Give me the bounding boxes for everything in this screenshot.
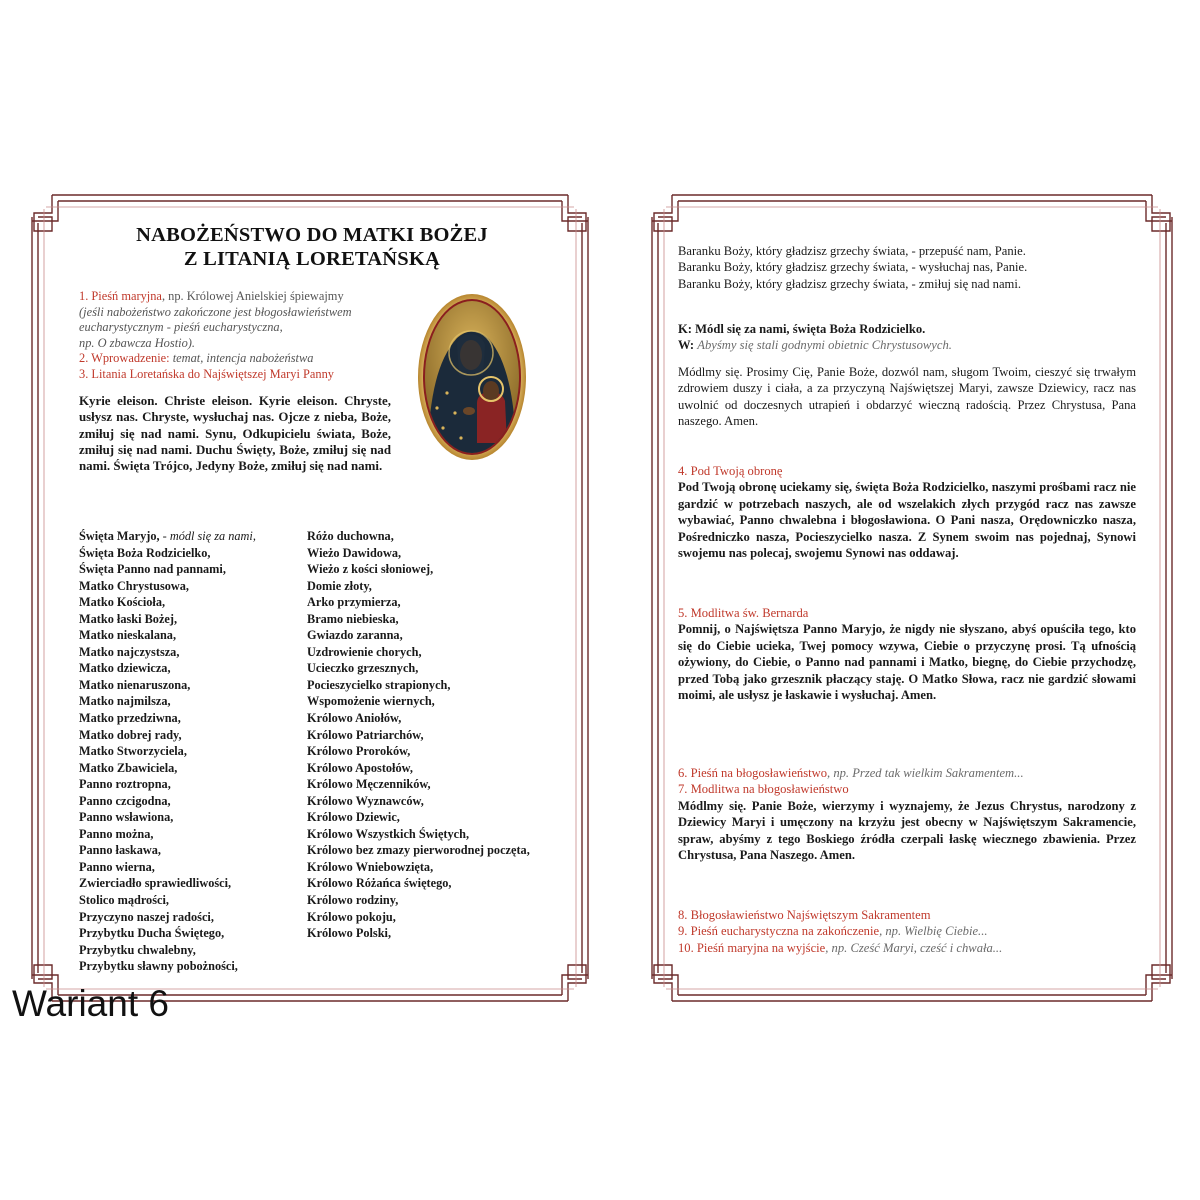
litany-item: Matko Zbawiciela, [79,760,178,775]
decorative-frame-right [624,165,1200,1035]
item1-label: 1. Pieśń maryjna [79,289,162,303]
litany-item: Panno można, [79,826,154,841]
litany-item: Matko przedziwna, [79,711,181,726]
litany-item: Królowo Proroków, [307,744,411,759]
section-7-text: Módlmy się. Panie Boże, wierzymy i wyznajemy, że Jezus Chrystus, narodzony z Dziewicy Maryi i umęczony na krzyżu jest obecny w Najświętszym Sakramencie, spraw, abyśmy z tego Boskiego źródła czerpali łaskę wiecznego zbawienia. Przez Chrystusa, Pana Naszego. Amen. [678,798,1136,863]
title-line-1: NABOŻEŃSTWO DO MATKI BOŻEJ [136,224,488,246]
litany-item: Matko nienaruszona, [79,677,191,692]
litany-item: Panno wierna, [79,859,155,874]
section-8-10 [678,907,1136,956]
litany-item: Domie złoty, [307,578,372,593]
item1-text: , np. Królowej Anielskiej śpiewajmy [161,289,344,303]
litany-item: Królowo Męczenników, [307,777,431,792]
agnus-response: przepuść nam, Panie. [918,244,1026,258]
litany-item: Królowo Różańca świętego, [307,876,452,891]
litany-item: Matko najmilsza, [79,694,171,709]
madonna-icon-image [417,293,527,461]
litany-item: Matko najczystsza, [79,644,180,659]
item1-note-1: (jeśli nabożeństwo zakończone jest błogosławieństwem [79,304,352,319]
versicle-k: K: Módl się za nami, święta Boża Rodzicielko. [678,322,926,336]
litany-item: Matko dziewicza, [79,661,171,676]
item2-label: 2. Wprowadzenie: [79,351,170,365]
variant-label: Wariant 6 [12,983,169,1024]
section-9 [678,923,1136,939]
litany-item: Panno wsławiona, [79,810,174,825]
litany-item: Królowo rodziny, [307,893,399,908]
litany-item: Pocieszycielko strapionych, [307,677,451,692]
left-card [2,165,618,1035]
kyrie-text: Kyrie eleison. Christe eleison. Kyrie eleison. Chryste, usłysz nas. Chryste, wysłuchaj nas. Ojcze z nieba, Boże, zmiłuj się nad nami. Synu, Odkupicielu świata, Boże, zmiłuj się nad nami. Duchu Święty, Boże, zmiłuj się nad nami. Święta Trójco, Jedyny Boże, zmiłuj się nad nami. [79,394,391,474]
section-10-note: , np. Cześć Maryi, cześć i chwała... [825,940,1003,955]
litany-item: Panno roztropna, [79,777,171,792]
litany-item: Przyczyno naszej radości, [79,909,214,924]
agnus-response: wysłuchaj nas, Panie. [918,260,1028,275]
item1-note-2: eucharystycznym - pieśń eucharystyczna, [79,320,283,334]
litany-item: Przybytku sławny pobożności, [79,959,238,974]
litany-item: Bramo niebieska, [307,611,399,626]
litany-item: Stolico mądrości, [79,893,169,908]
versicle [678,321,1136,354]
section-6 [678,765,1136,781]
litany-item: Wspomożenie wiernych, [307,694,435,709]
section-8-title: 8. Błogosławieństwo Najświętszym Sakramentem [678,908,931,922]
section-6-7 [678,765,1136,863]
agnus-response: zmiłuj się nad nami. [918,276,1021,291]
litany-first-line [79,528,307,545]
litany-item: Święta Boża Rodzicielko, [79,545,211,560]
litany-column-2 [307,528,592,942]
agnus-text: Baranku Boży, który gładzisz grzechy świata, - [678,260,919,275]
intro-item-1 [79,289,409,305]
section-6-note: , np. Przed tak wielkim Sakramentem... [827,766,1024,780]
litany-first-response: - módl się za nami, [162,529,256,543]
section-4-text: Pod Twoją obronę uciekamy się, święta Boża Rodzicielko, naszymi prośbami racz nie gardzić w potrzebach naszych, ale od wszelakich złych przygód racz nas zawsze wybawiać, Panno chwalebna i błogosławiona. O Pani nasza, Orędowniczko nasza, Pośredniczko nasza, Pocieszycielko nasza. Z Synem swoim nas pojednaj, Synowi swojemu nas polecaj, swojemu Synowi nas oddawaj. [678,480,1136,561]
agnus-dei [678,243,1136,292]
section-5-text: Pomnij, o Najświętsza Panno Maryjo, że nigdy nie słyszano, abyś opuściła tego, kto się do Ciebie ucieka, Twej pomocy wzywa, Ciebie o przyczynę prosi. Tą ufnością ożywiony, do Ciebie, o Panno nad pannami i Matko, biegnę, do Ciebie przychodzę, przed Tobą jako grzesznik płaczący staję. O Matko Słowa, racz nie gardzić słowami moimi, ale usłysz je łaskawie i wysłuchaj. Amen. [678,622,1136,703]
litany-item: Panno czcigodna, [79,793,171,808]
litany-item: Królowo Wniebowzięta, [307,859,434,874]
litany-item: Królowo bez zmazy pierworodnej poczęta, [307,843,530,858]
litany-item: Matko Stworzyciela, [79,744,187,759]
section-4-title: 4. Pod Twoją obronę [678,464,783,478]
page-title [62,223,562,271]
litany-first: Święta Maryjo, [79,529,163,543]
litany-item: Matko dobrej rady, [79,727,182,742]
agnus-text: Baranku Boży, który gładzisz grzechy świata, - [678,244,919,258]
litany-item: Przybytku chwalebny, [79,942,196,957]
litany-item: Matko nieskalana, [79,628,177,643]
section-9-title: 9. Pieśń eucharystyczna na zakończenie [678,924,880,939]
agnus-line-1 [678,243,1136,259]
section-10-title: 10. Pieśń maryjna na wyjście [678,940,826,955]
versicle-w-text: Abyśmy się stali godnymi obietnic Chrystusowych. [697,338,952,353]
title-line-2: Z LITANIĄ LORETAŃSKĄ [183,248,441,270]
section-10 [678,940,1136,956]
litany-item: Królowo Polski, [307,926,392,941]
right-card [624,165,1200,1035]
item2-text: temat, intencja nabożeństwa [169,351,314,365]
prayer-1: Módlmy się. Prosimy Cię, Panie Boże, dozwól nam, sługom Twoim, cieszyć się trwałym zdrowiem duszy i ciała, a za przyczyną Najświętszej Maryi, zawsze Dziewicy, racz nas uwolnić od doczesnych utrapień i obdarzyć wieczną radością. Przez Chrystusa, Pana naszego. Amen. [678,365,1136,429]
section-5-title: 5. Modlitwa św. Bernarda [678,606,809,620]
intro-item-3: 3. Litania Loretańska do Najświętszej Maryi Panny [79,366,334,381]
litany-item: Królowo pokoju, [307,909,396,924]
litany-item: Królowo Wyznawców, [307,793,424,808]
litany-item: Królowo Aniołów, [307,711,402,726]
intro-section [79,289,409,382]
versicle-w-label: W: [678,338,698,353]
litany-item: Uzdrowienie chorych, [307,644,422,659]
litany-item: Ucieczko grzesznych, [307,661,419,676]
litany-item: Różo duchowna, [307,529,394,543]
versicle-w [678,337,1136,353]
litany-item: Wieżo Dawidowa, [307,545,402,560]
section-5 [678,605,1136,703]
litany-item: Święta Panno nad pannami, [79,562,226,577]
litany-item: Wieżo z kości słoniowej, [307,562,434,577]
litany-item: Arko przymierza, [307,595,401,610]
agnus-line-3 [678,276,1136,292]
agnus-text: Baranku Boży, który gładzisz grzechy świata, - [678,276,919,291]
item1-note-3: np. O zbawcza Hostio). [79,335,195,350]
section-7-title: 7. Modlitwa na błogosławieństwo [678,782,849,797]
litany-item: Matko Kościoła, [79,595,166,610]
litany-item: Zwierciadło sprawiedliwości, [79,876,232,891]
intro-item-2 [79,351,409,367]
section-4 [678,463,1136,561]
litany-item: Przybytku Ducha Świętego, [79,926,225,941]
section-9-note: , np. Wielbię Ciebie... [879,924,988,939]
litany-item: Gwiazdo zaranna, [307,628,403,643]
agnus-line-2 [678,259,1136,275]
litany-item: Królowo Dziewic, [307,810,400,825]
litany-item: Królowo Wszystkich Świętych, [307,826,470,841]
litany-item: Panno łaskawa, [79,843,162,858]
litany-column-1 [79,528,307,975]
section-6-title: 6. Pieśń na błogosławieństwo [678,766,828,780]
litany-item: Królowo Apostołów, [307,760,413,775]
litany-item: Królowo Patriarchów, [307,727,424,742]
litany-item: Matko łaski Bożej, [79,611,178,626]
litany-item: Matko Chrystusowa, [79,578,189,593]
